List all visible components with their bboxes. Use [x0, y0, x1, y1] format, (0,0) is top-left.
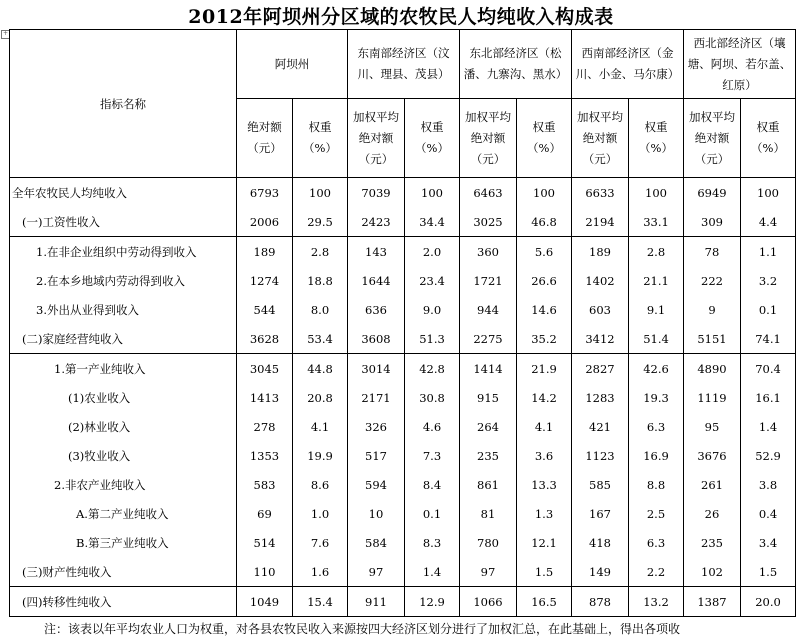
cell-weight: 0.1: [741, 295, 796, 324]
cell-weight: 1.5: [741, 557, 796, 587]
cell-weight: 1.0: [293, 499, 348, 528]
cell-amount: 3628: [237, 324, 293, 354]
cell-amount: 26: [684, 499, 741, 528]
cell-weight: 100: [293, 178, 348, 208]
cell-amount: 1402: [572, 266, 629, 295]
table-title: 2012年阿坝州分区域的农牧民人均纯收入构成表: [188, 6, 614, 28]
cell-amount: 7039: [348, 178, 405, 208]
cell-weight: 30.8: [405, 383, 460, 412]
cell-weight: 42.6: [629, 354, 684, 384]
cell-amount: 149: [572, 557, 629, 587]
cell-weight: 70.4: [741, 354, 796, 384]
cell-weight: 4.6: [405, 412, 460, 441]
cell-amount: 1283: [572, 383, 629, 412]
cell-weight: 4.1: [293, 412, 348, 441]
header-weight: 权重（%）: [741, 99, 796, 178]
cell-amount: 9: [684, 295, 741, 324]
cell-weight: 53.4: [293, 324, 348, 354]
cell-weight: 8.4: [405, 470, 460, 499]
cell-weight: 12.1: [517, 528, 572, 557]
cell-amount: 1274: [237, 266, 293, 295]
cell-amount: 944: [460, 295, 517, 324]
cell-weight: 3.2: [741, 266, 796, 295]
header-region-northeast: 东北部经济区（松潘、九寨沟、黑水）: [460, 30, 572, 99]
row-label: B.第三产业纯收入: [10, 528, 237, 557]
cell-amount: 69: [237, 499, 293, 528]
cell-amount: 1387: [684, 587, 741, 617]
cell-amount: 110: [237, 557, 293, 587]
row-label: (1)农业收入: [10, 383, 237, 412]
cell-amount: 3025: [460, 207, 517, 237]
row-label: 3.外出从业得到收入: [10, 295, 237, 324]
cell-amount: 911: [348, 587, 405, 617]
cell-weight: 16.5: [517, 587, 572, 617]
cell-weight: 1.6: [293, 557, 348, 587]
table-row: [10, 557, 796, 587]
cell-weight: 8.0: [293, 295, 348, 324]
header-weighted-avg: 加权平均绝对额（元）: [460, 99, 517, 178]
cell-amount: 1123: [572, 441, 629, 470]
cell-weight: 35.2: [517, 324, 572, 354]
header-region-southwest: 西南部经济区（金川、小金、马尔康）: [572, 30, 684, 99]
cell-amount: 6463: [460, 178, 517, 208]
cell-amount: 326: [348, 412, 405, 441]
cell-weight: 46.8: [517, 207, 572, 237]
cell-weight: 8.8: [629, 470, 684, 499]
cell-weight: 2.8: [629, 237, 684, 267]
header-indicator: 指标名称: [10, 30, 237, 178]
cell-amount: 189: [237, 237, 293, 267]
header-weight: 权重（%）: [629, 99, 684, 178]
cell-amount: 143: [348, 237, 405, 267]
table-row: [10, 324, 796, 354]
table-row: [10, 587, 796, 617]
table-row: [10, 266, 796, 295]
cell-amount: 167: [572, 499, 629, 528]
cell-weight: 0.4: [741, 499, 796, 528]
cell-weight: 21.1: [629, 266, 684, 295]
cell-weight: 51.3: [405, 324, 460, 354]
cell-weight: 1.4: [405, 557, 460, 587]
row-label: A.第二产业纯收入: [10, 499, 237, 528]
table-row: [10, 178, 796, 208]
row-label: 全年农牧民人均纯收入: [10, 178, 237, 208]
cell-weight: 4.4: [741, 207, 796, 237]
cell-amount: 583: [237, 470, 293, 499]
cell-amount: 6949: [684, 178, 741, 208]
cell-weight: 3.8: [741, 470, 796, 499]
cell-amount: 2827: [572, 354, 629, 384]
cell-amount: 2006: [237, 207, 293, 237]
row-label: 2.非农产业纯收入: [10, 470, 237, 499]
table-row: [10, 354, 796, 384]
row-label: 1.第一产业纯收入: [10, 354, 237, 384]
cell-amount: 418: [572, 528, 629, 557]
cell-weight: 18.8: [293, 266, 348, 295]
cell-amount: 636: [348, 295, 405, 324]
cell-amount: 97: [348, 557, 405, 587]
header-weight: 权重（%）: [405, 99, 460, 178]
cell-amount: 514: [237, 528, 293, 557]
cell-weight: 9.0: [405, 295, 460, 324]
cell-weight: 7.3: [405, 441, 460, 470]
cell-amount: 3676: [684, 441, 741, 470]
cell-amount: 6793: [237, 178, 293, 208]
header-region-aba: 阿坝州: [237, 30, 348, 99]
cell-amount: 2171: [348, 383, 405, 412]
table-row: [10, 237, 796, 267]
row-label: (一)工资性收入: [10, 207, 237, 237]
cell-amount: 2423: [348, 207, 405, 237]
cell-amount: 3608: [348, 324, 405, 354]
cell-weight: 12.9: [405, 587, 460, 617]
cell-amount: 2275: [460, 324, 517, 354]
cell-amount: 264: [460, 412, 517, 441]
cell-amount: 102: [684, 557, 741, 587]
row-label: 1.在非企业组织中劳动得到收入: [10, 237, 237, 267]
row-label: (三)财产性纯收入: [10, 557, 237, 587]
cell-amount: 603: [572, 295, 629, 324]
cell-amount: 517: [348, 441, 405, 470]
cell-weight: 21.9: [517, 354, 572, 384]
cell-weight: 44.8: [293, 354, 348, 384]
cell-weight: 100: [405, 178, 460, 208]
cell-amount: 1119: [684, 383, 741, 412]
cell-weight: 1.5: [517, 557, 572, 587]
table-row: [10, 528, 796, 557]
cell-weight: 13.2: [629, 587, 684, 617]
cell-weight: 5.6: [517, 237, 572, 267]
cell-amount: 235: [460, 441, 517, 470]
income-table: [9, 29, 796, 617]
cell-weight: 8.3: [405, 528, 460, 557]
cell-weight: 2.0: [405, 237, 460, 267]
table-row: [10, 412, 796, 441]
cell-weight: 20.8: [293, 383, 348, 412]
cell-weight: 33.1: [629, 207, 684, 237]
cell-amount: 95: [684, 412, 741, 441]
header-region-southeast: 东南部经济区（汶川、理县、茂县）: [348, 30, 460, 99]
table-footnote: 注：该表以年平均农业人口为权重，对各县农牧民收入来源按四大经济区划分进行了加权汇总，在此基础上，得出各项收: [44, 622, 681, 636]
cell-amount: 1414: [460, 354, 517, 384]
cell-amount: 278: [237, 412, 293, 441]
cell-amount: 6633: [572, 178, 629, 208]
table-row: [10, 207, 796, 237]
cell-weight: 9.1: [629, 295, 684, 324]
cell-amount: 780: [460, 528, 517, 557]
cell-amount: 10: [348, 499, 405, 528]
cell-amount: 544: [237, 295, 293, 324]
cell-amount: 861: [460, 470, 517, 499]
cell-weight: 52.9: [741, 441, 796, 470]
cell-amount: 2194: [572, 207, 629, 237]
cell-amount: 1066: [460, 587, 517, 617]
cell-weight: 2.8: [293, 237, 348, 267]
cell-amount: 4890: [684, 354, 741, 384]
cell-amount: 5151: [684, 324, 741, 354]
cell-amount: 594: [348, 470, 405, 499]
row-label: 2.在本乡地域内劳动得到收入: [10, 266, 237, 295]
cell-weight: 3.4: [741, 528, 796, 557]
cell-weight: 13.3: [517, 470, 572, 499]
cell-weight: 100: [629, 178, 684, 208]
header-weighted-avg: 加权平均绝对额（元）: [348, 99, 405, 178]
cell-amount: 78: [684, 237, 741, 267]
cell-amount: 309: [684, 207, 741, 237]
cell-weight: 16.9: [629, 441, 684, 470]
table-row: [10, 383, 796, 412]
cell-weight: 0.1: [405, 499, 460, 528]
row-label: (3)牧业收入: [10, 441, 237, 470]
cell-weight: 7.6: [293, 528, 348, 557]
cell-amount: 585: [572, 470, 629, 499]
header-weighted-avg: 加权平均绝对额（元）: [572, 99, 629, 178]
cell-weight: 1.4: [741, 412, 796, 441]
cell-amount: 915: [460, 383, 517, 412]
cell-weight: 15.4: [293, 587, 348, 617]
cell-amount: 3412: [572, 324, 629, 354]
cell-weight: 19.9: [293, 441, 348, 470]
table-row: [10, 499, 796, 528]
cell-weight: 3.6: [517, 441, 572, 470]
cell-amount: 1721: [460, 266, 517, 295]
cell-weight: 6.3: [629, 412, 684, 441]
table-row: [10, 470, 796, 499]
cell-weight: 14.2: [517, 383, 572, 412]
cell-weight: 4.1: [517, 412, 572, 441]
row-label: (2)林业收入: [10, 412, 237, 441]
cell-weight: 19.3: [629, 383, 684, 412]
header-weighted-avg: 加权平均绝对额（元）: [684, 99, 741, 178]
cell-amount: 81: [460, 499, 517, 528]
cell-amount: 235: [684, 528, 741, 557]
cell-weight: 29.5: [293, 207, 348, 237]
header-region-northwest: 西北部经济区（壤塘、阿坝、若尔盖、红原）: [684, 30, 796, 99]
cell-amount: 421: [572, 412, 629, 441]
header-absolute: 绝对额（元）: [237, 99, 293, 178]
cell-weight: 74.1: [741, 324, 796, 354]
table-row: [10, 441, 796, 470]
cell-weight: 1.3: [517, 499, 572, 528]
cell-amount: 584: [348, 528, 405, 557]
row-label: (四)转移性纯收入: [10, 587, 237, 617]
cell-weight: 16.1: [741, 383, 796, 412]
cell-weight: 6.3: [629, 528, 684, 557]
cell-amount: 878: [572, 587, 629, 617]
cell-weight: 8.6: [293, 470, 348, 499]
cell-amount: 1413: [237, 383, 293, 412]
cell-weight: 51.4: [629, 324, 684, 354]
header-weight: 权重（%）: [293, 99, 348, 178]
cell-amount: 360: [460, 237, 517, 267]
cell-weight: 100: [741, 178, 796, 208]
cell-amount: 1353: [237, 441, 293, 470]
cell-weight: 14.6: [517, 295, 572, 324]
cell-weight: 23.4: [405, 266, 460, 295]
table-row: [10, 295, 796, 324]
cell-amount: 3045: [237, 354, 293, 384]
row-label: (二)家庭经营纯收入: [10, 324, 237, 354]
cell-amount: 261: [684, 470, 741, 499]
cell-weight: 34.4: [405, 207, 460, 237]
cell-amount: 1049: [237, 587, 293, 617]
header-weight: 权重（%）: [517, 99, 572, 178]
cell-weight: 42.8: [405, 354, 460, 384]
cell-weight: 26.6: [517, 266, 572, 295]
cell-weight: 1.1: [741, 237, 796, 267]
cell-weight: 2.5: [629, 499, 684, 528]
cell-amount: 3014: [348, 354, 405, 384]
cell-amount: 97: [460, 557, 517, 587]
cell-weight: 100: [517, 178, 572, 208]
cell-weight: 2.2: [629, 557, 684, 587]
cell-amount: 1644: [348, 266, 405, 295]
cell-amount: 222: [684, 266, 741, 295]
cell-weight: 20.0: [741, 587, 796, 617]
cell-amount: 189: [572, 237, 629, 267]
table-anchor-icon[interactable]: +: [2, 30, 9, 37]
